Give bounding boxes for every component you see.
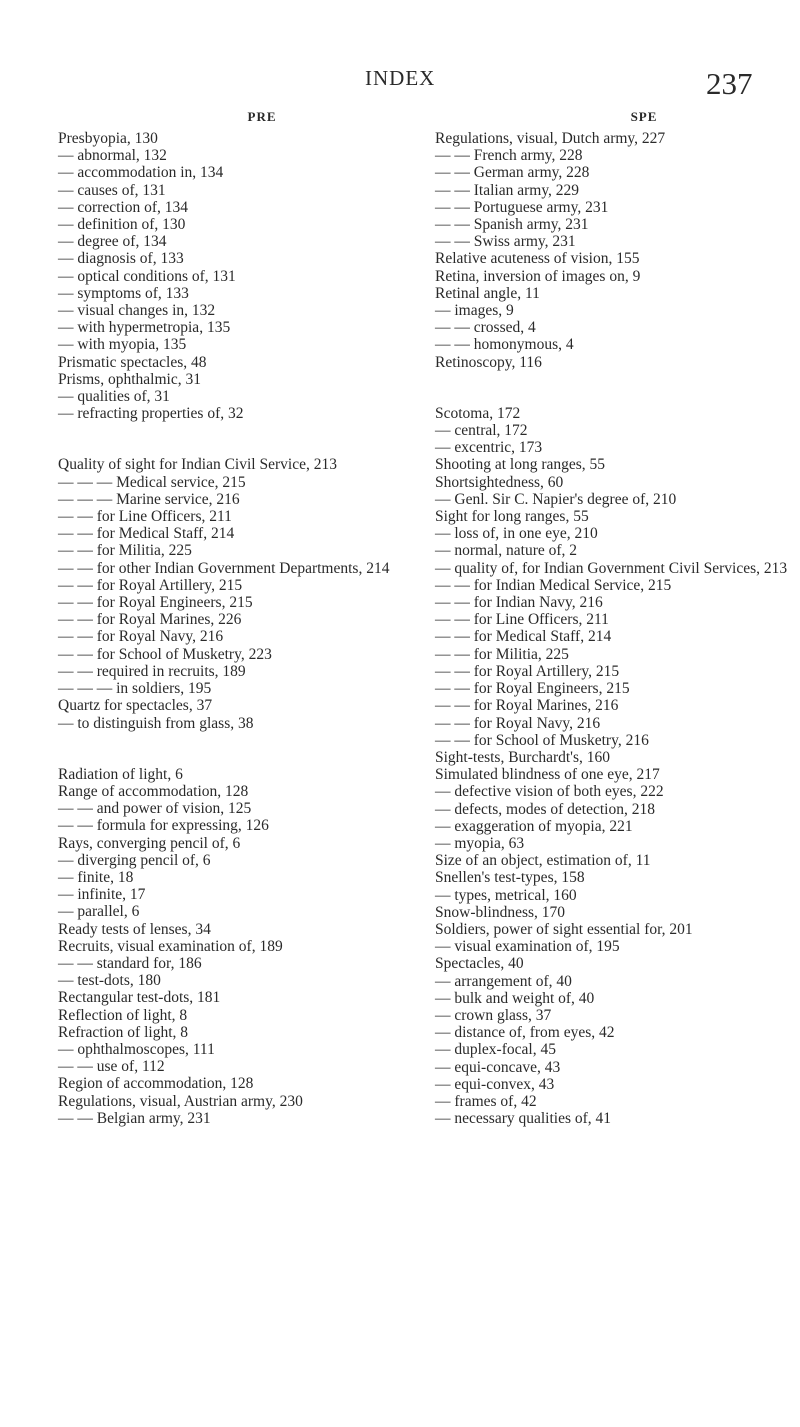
index-entry: — crown glass, 37 (435, 1006, 552, 1024)
index-entry: Prisms, ophthalmic, 31 (58, 370, 201, 388)
right-index-column (435, 108, 800, 1127)
index-entry: — excentric, 173 (435, 439, 543, 457)
index-entry: — defects, modes of detection, 218 (435, 800, 655, 818)
index-entry: Snellen's test-types, 158 (435, 869, 585, 887)
index-entry: — — for Militia, 225 (58, 542, 192, 560)
index-entry: Ready tests of lenses, 34 (58, 920, 211, 938)
index-entry: — accommodation in, 134 (58, 164, 224, 182)
index-entry: — infinite, 17 (58, 886, 146, 904)
page-header (0, 66, 800, 106)
index-entry: — with myopia, 135 (58, 336, 187, 354)
index-entry: — test-dots, 180 (58, 972, 161, 990)
index-title: INDEX (365, 66, 436, 90)
index-entry: — — Portuguese army, 231 (435, 198, 609, 216)
index-entry: — — — Medical service, 215 (58, 473, 246, 491)
index-entry: — causes of, 131 (58, 181, 166, 199)
index-entry: Snow-blindness, 170 (435, 903, 566, 921)
index-entry: — — standard for, 186 (58, 954, 202, 972)
index-entry: Sight-tests, Burchardt's, 160 (435, 748, 611, 766)
index-entry: — — Swiss army, 231 (435, 233, 576, 251)
index-entry: Presbyopia, 130 (58, 130, 158, 147)
index-entry: — arrangement of, 40 (435, 972, 572, 990)
index-entry: — defective vision of both eyes, 222 (435, 783, 664, 801)
index-entry: Shooting at long ranges, 55 (435, 456, 606, 474)
index-entry: — — for Royal Engineers, 215 (435, 680, 630, 698)
section-gap (435, 371, 800, 405)
index-entry: — qualities of, 31 (58, 388, 170, 406)
index-entry: — central, 172 (435, 422, 528, 440)
section-gap (58, 422, 436, 456)
index-entry: — necessary qualities of, 41 (435, 1110, 612, 1128)
index-entry: — — for Militia, 225 (435, 645, 569, 663)
index-entry: Simulated blindness of one eye, 217 (435, 766, 660, 784)
index-entry: — Genl. Sir C. Napier's degree of, 210 (435, 490, 677, 508)
index-entry: — — — in soldiers, 195 (58, 680, 212, 698)
index-entry: — loss of, in one eye, 210 (435, 525, 598, 543)
index-entry: Retinoscopy, 116 (435, 353, 542, 371)
index-entry: Retinal angle, 11 (435, 284, 540, 302)
index-entry: Relative acuteness of vision, 155 (435, 250, 640, 268)
index-entry: Refraction of light, 8 (58, 1023, 188, 1041)
left-index-column (58, 108, 436, 1127)
index-entry: — — use of, 112 (58, 1058, 165, 1076)
index-entry: — — for Royal Marines, 216 (435, 697, 619, 715)
index-entry: — quality of, for Indian Government Civil Services, 213 (435, 559, 788, 577)
index-entry: — — for Royal Navy, 216 (435, 714, 601, 732)
index-entry: — — for Indian Medical Service, 215 (435, 576, 672, 594)
index-entry: — equi-concave, 43 (435, 1058, 561, 1076)
index-entry: — bulk and weight of, 40 (435, 989, 595, 1007)
index-entry: — diagnosis of, 133 (58, 250, 184, 268)
index-entry: — — and power of vision, 125 (58, 800, 252, 818)
index-entry: — abnormal, 132 (58, 147, 167, 165)
index-entry: — — — Marine service, 216 (58, 490, 240, 508)
index-entry: — — for Royal Navy, 216 (58, 628, 224, 646)
index-entry: Recruits, visual examination of, 189 (58, 937, 283, 955)
index-entry: Sight for long ranges, 55 (435, 508, 589, 526)
index-entry: — — for Line Officers, 211 (58, 508, 232, 526)
index-entry: — refracting properties of, 32 (58, 405, 244, 423)
index-entry: Regulations, visual, Dutch army, 227 (435, 130, 666, 147)
index-entry: — parallel, 6 (58, 903, 140, 921)
index-entry: — with hypermetropia, 135 (58, 319, 231, 337)
index-entry: Radiation of light, 6 (58, 765, 183, 783)
index-entry: — equi-convex, 43 (435, 1075, 555, 1093)
index-entry: Reflection of light, 8 (58, 1006, 188, 1024)
index-entry: Spectacles, 40 (435, 955, 524, 973)
index-entry: — myopia, 63 (435, 834, 525, 852)
index-entry: — — German army, 228 (435, 164, 590, 182)
index-entry: — — Italian army, 229 (435, 181, 580, 199)
index-entry: — — Belgian army, 231 (58, 1109, 211, 1127)
index-entry: Soldiers, power of sight essential for, 201 (435, 920, 693, 938)
index-entry: Quality of sight for Indian Civil Service, 213 (58, 456, 337, 474)
index-entry: — degree of, 134 (58, 233, 167, 251)
index-entry: — to distinguish from glass, 38 (58, 714, 254, 732)
index-entry: Quartz for spectacles, 37 (58, 697, 213, 715)
index-entry: — types, metrical, 160 (435, 886, 577, 904)
index-entry: — — for other Indian Government Departments, 214 (58, 559, 390, 577)
index-entry: — frames of, 42 (435, 1092, 537, 1110)
index-entry: — exaggeration of myopia, 221 (435, 817, 633, 835)
index-entry: — correction of, 134 (58, 198, 188, 216)
index-entry: Region of accommodation, 128 (58, 1075, 254, 1093)
index-entry: — — required in recruits, 189 (58, 662, 246, 680)
index-entry: — normal, nature of, 2 (435, 542, 578, 560)
index-entry: — images, 9 (435, 302, 514, 320)
index-entry: Rectangular test-dots, 181 (58, 989, 221, 1007)
index-entry: — — French army, 228 (435, 147, 583, 165)
index-entry: — optical conditions of, 131 (58, 267, 236, 285)
index-entry: — distance of, from eyes, 42 (435, 1024, 615, 1042)
index-entry: — — crossed, 4 (435, 319, 536, 337)
index-entry: Scotoma, 172 (435, 404, 521, 422)
index-entry: Shortsightedness, 60 (435, 473, 564, 491)
index-entry: — — homonymous, 4 (435, 336, 574, 354)
section-gap (58, 732, 436, 766)
index-entry: — visual changes in, 132 (58, 302, 216, 320)
index-entry: — — Spanish army, 231 (435, 216, 589, 234)
index-entry: — ophthalmoscopes, 111 (58, 1040, 215, 1058)
index-entry: — — for Line Officers, 211 (435, 611, 609, 629)
index-entry: — — for School of Musketry, 223 (58, 645, 272, 663)
index-entry: — definition of, 130 (58, 216, 186, 234)
index-entry: Retina, inversion of images on, 9 (435, 267, 641, 285)
right-running-head: SPE (630, 109, 658, 124)
index-entry: — — formula for expressing, 126 (58, 817, 269, 835)
index-entry: — — for School of Musketry, 216 (435, 731, 649, 749)
index-entry: — — for Indian Navy, 216 (435, 594, 603, 612)
left-running-head: PRE (247, 109, 277, 124)
index-entry: — symptoms of, 133 (58, 284, 189, 302)
page-number: 237 (706, 66, 753, 101)
index-entry: Rays, converging pencil of, 6 (58, 834, 241, 852)
index-entry: — finite, 18 (58, 868, 134, 886)
index-entry: — duplex-focal, 45 (435, 1041, 556, 1059)
index-entry: Regulations, visual, Austrian army, 230 (58, 1092, 303, 1110)
index-entry: — — for Royal Engineers, 215 (58, 594, 253, 612)
index-entry: — — for Royal Artillery, 215 (58, 576, 243, 594)
index-entry: — visual examination of, 195 (435, 938, 620, 956)
index-entry: Size of an object, estimation of, 11 (435, 852, 651, 870)
index-entry: — — for Medical Staff, 214 (435, 628, 612, 646)
index-entry: Range of accommodation, 128 (58, 782, 249, 800)
index-entry: Prismatic spectacles, 48 (58, 353, 207, 371)
index-entry: — diverging pencil of, 6 (58, 851, 211, 869)
index-entry: — — for Royal Marines, 226 (58, 611, 242, 629)
index-entry: — — for Royal Artillery, 215 (435, 662, 620, 680)
index-entry: — — for Medical Staff, 214 (58, 525, 235, 543)
